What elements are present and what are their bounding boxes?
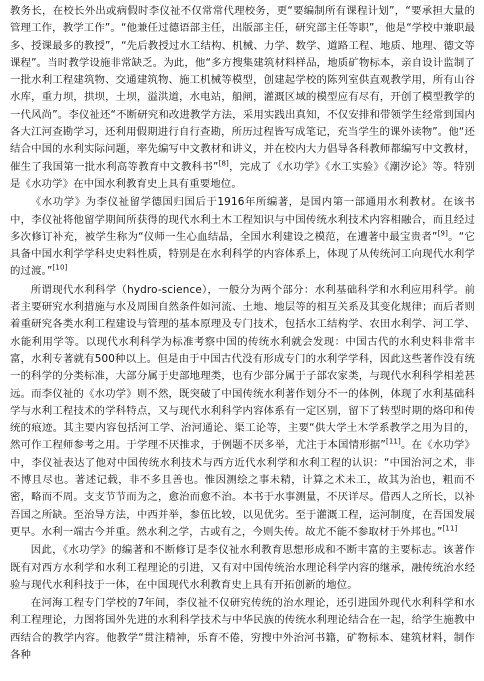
paragraph — [10, 194, 475, 280]
paragraph-text: 。在《水功学》中，李仪祉表达了他对中国传统水利技术与西方近代水利学和水利工程的认识：“中国治河之术，非不博且尽也。著述记载，非不多且善也。惟因测绘之事未精，计算之术未工，故其为治也，粗而不密，略而不周。支支节节而为之，愈治而愈不治。本书于水事测量，不厌详尽。借西人之所长，以补吾国之所缺。至治导方法，中西并举，参伍比较，以见优劣。至于灌溉工程，运河制度，在吾国发展更早。水利一端古今并重。然水利之学，古或有之，今则失传。故尤不能不参取材于外邦也。” — [10, 439, 475, 538]
paragraph — [10, 3, 475, 193]
citation-ref: [11] — [442, 524, 458, 533]
citation-ref: [10] — [52, 263, 68, 272]
paragraph-text: 教务长，在校长外出或病假时李仪祉不仅常常代理校务，更“要编制所有课程计划”，“要承担大量的管理工作，教学工作”。“他兼任过德语部主任，出版部主任，研究部主任等职”，他是“学校中兼职最多、授课最多的教授”，“先后教授过水工结构、机械、力学、数学、道路工程、地质、地理、德文等课程”。当时教学设施非常缺乏。为此，他“多方搜集建筑材料样品，地质矿物标本，亲自设计监制了一批水利工程建筑物、交通建筑物、施工机械等模型，创建起学校的陈列室供直观教学用，所有山谷水库，重力坝，拱坝，土坝，溢洪道，水电站，船闸，灌溉区域的模型应有尽有，开创了模型教学的一代风尚”。李仪祉还“不断研究和改进教学方法，采用实践出真知，不仅安排和带领学生经常到国内各大江河查勘学习，还利用假期进行自行查勘，所历过程皆写成笔记，充当学生的课外读物”。他“还结合中国的水利实际问题，率先编写中文教材和讲义，并在校内大力倡导各科教师都编写中文教材，催生了我国第一批水利高等教育中文教科书” — [10, 5, 475, 173]
paragraph-text: 因此，《水功学》的编著和不断修订是李仪祉水利教育思想形成和不断丰富的主要标志。该著作既有对西方水利学和水利工程理论的引进，又有对中国传统治水理论科学内容的继承，融传统治水经验与现代水利科技于一体，在中国现代水利教育史上具有开拓创新的地位。 — [10, 544, 475, 591]
paragraph-text: 所谓现代水利科学（hydro-science），一般分为两个部分：水利基础科学和水利应用科学。前者主要研究水利措施与水及周围自然条件如河流、土地、地层等的相互关系及其变化规律；而后者则着重研究各类水利工程建设与管理的基本原理及专门技术，包括水工结构学、农田水利学、河工学、水能利用学等。以现代水利科学为标准考察中国的传统水利就会发现：中国古代的水利史料非常丰富，水利专著就有500种以上。但是由于中国古代没有形成专门的水利学学科，因此这些著作没有统一的科学的分类标准，大部分属于史部地理类，也有少部分属于子部农家类，与现代水利科学相差甚远。而李仪祉的《水功学》则不然，既突破了中国传统水利著作划分不一的体例，体现了水利基础科学与水利工程技术的学科特点，又与现代水利科学内容体系有一定区别，留下了转型时期的烙印和传统的痕迹。其主要内容包括河工学、治河通论、渠工论等，主要“供大学土木学系教学之用为目的，然可作工程师参考之用。于学理不厌推求，于例题不厌多举，尤注于本国情形据” — [10, 283, 475, 452]
citation-ref: [8] — [218, 159, 229, 168]
paragraph-text: 在河海工程专门学校的7年间，李仪祉不仅研究传统的治水理论，还引进国外现代水利科学和水利工程理论，力图将国外先进的水利科学技术与中华民族的传统水利理论结合在一起，给学生施教中西结合的教学内容。他教学“贯注精神，乐育不倦，穷搜中外治河书籍，矿物标本、建筑材料，制作各种 — [10, 597, 475, 661]
citation-ref: [9] — [437, 229, 448, 238]
citation-ref: [11] — [385, 437, 401, 446]
paragraph-text: ，完成了《水功学》《水工实验》《潮汐论》等。特别是《水功学》在中国水利教育史上具有重要地位。 — [10, 160, 475, 190]
paragraph — [10, 542, 475, 594]
paragraph-text: 。“它具备中国水利学学科史史料性质，特别是在水利科学的内容体系上，体现了从传统河工向现代水利学的过渡。” — [10, 230, 475, 278]
paragraph — [10, 595, 475, 664]
paragraph — [10, 282, 475, 541]
paragraph-text: 《水功学》为李仪祉留学德国归国后于1916年所编著，是国内第一部通用水利教材。在该书中，李仪祉将他留学期间所获得的现代水利土木工程知识与中国传统水利技术内容相融合，而且经过多次修订补充，被学生称为“仪师一生心血结晶，全国水利建设之模范，在遭著中最宝贵者” — [10, 196, 475, 243]
